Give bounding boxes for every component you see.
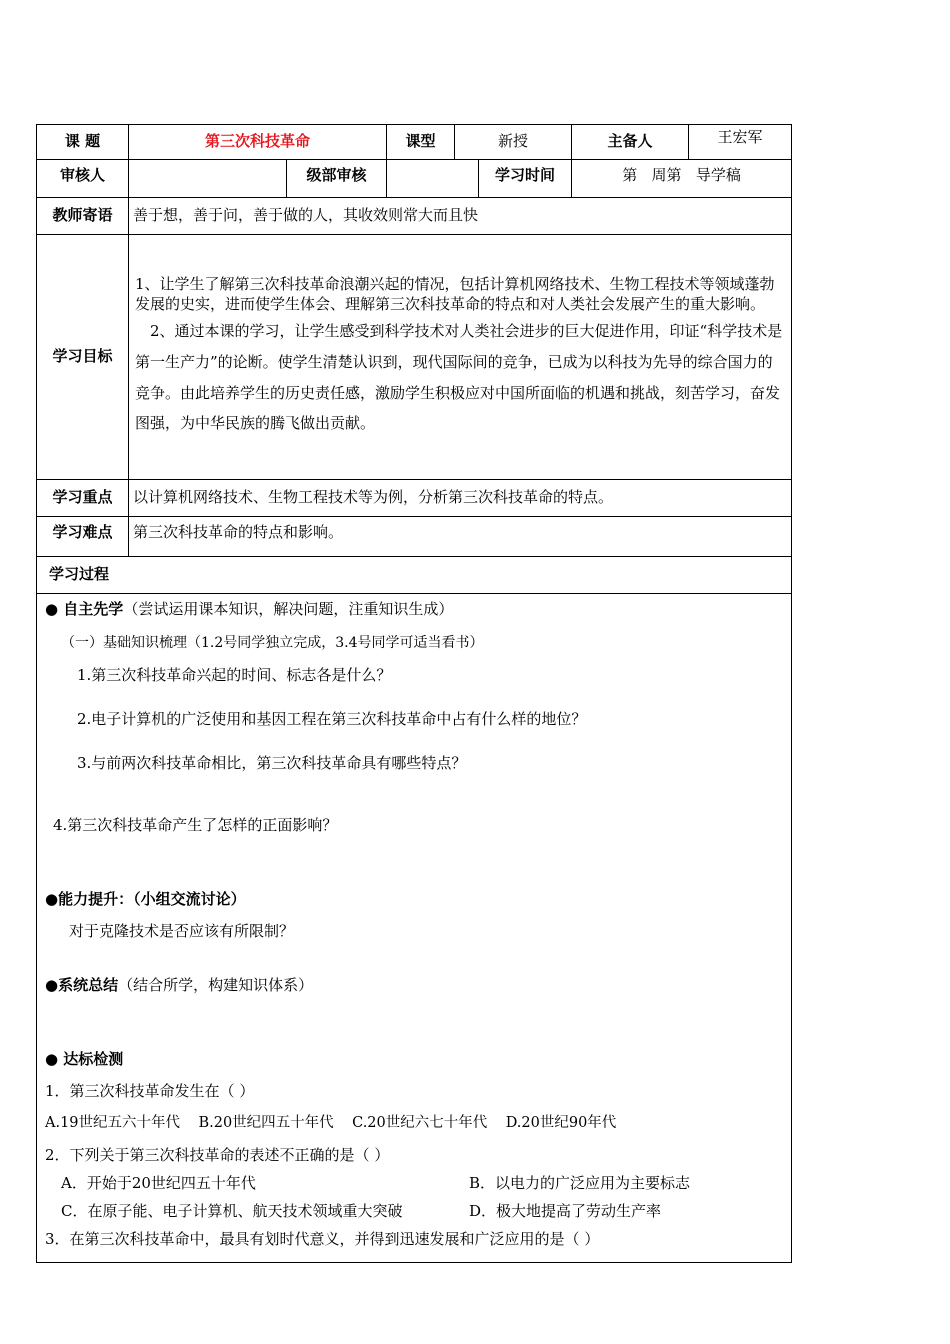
test-q2: 2．下列关于第三次科技革命的表述不正确的是（ ）	[45, 1146, 390, 1164]
test-q3: 3．在第三次科技革命中，最具有划时代意义，并得到迅速发展和广泛应用的是（ ）	[45, 1230, 600, 1248]
goals-label: 学习目标	[37, 235, 129, 480]
basic-knowledge-title: （一）基础知识梳理（1.2号同学独立完成，3.4号同学可适当看书）	[61, 635, 484, 651]
question-1: 1.第三次科技革命兴起的时间、标志各是什么？	[77, 666, 392, 684]
process-header-row	[37, 557, 792, 594]
teacher-words-label: 教师寄语	[37, 198, 129, 235]
key-point-row	[37, 480, 792, 517]
lesson-title: 第三次科技革命	[129, 125, 387, 160]
goal-2: 2、通过本课的学习，让学生感受到科学技术对人类社会进步的巨大促进作用，印证“科学技术是第一生产力”的论断。使学生清楚认识到，现代国际间的竞争，已成为以科技为先导的综合国力的竞争。由此培养学生的历史责任感，激励学生积极应对中国所面临的机遇和挑战，刻苦学习，奋发图强，为中华民族的腾飞做出贡献。	[135, 322, 783, 433]
difficulty-label: 学习难点	[37, 517, 129, 557]
question-2: 2.电子计算机的广泛使用和基因工程在第三次科技革命中占有什么样的地位？	[77, 710, 587, 728]
grade-review-label: 级部审核	[287, 160, 387, 198]
preparer-label: 主备人	[572, 125, 689, 160]
reviewer-label: 审核人	[37, 160, 129, 198]
process-content	[37, 594, 792, 1263]
test-q2-option-a: A．开始于20世纪四五十年代	[61, 1174, 256, 1192]
teacher-words-row	[37, 198, 792, 235]
summary-title: ●系统总结	[45, 976, 119, 994]
goals-row	[37, 235, 792, 480]
ability-title: ●能力提升：（小组交流讨论）	[45, 890, 246, 908]
worksheet-table	[36, 124, 792, 1263]
ability-question: 对于克隆技术是否应该有所限制？	[69, 922, 295, 940]
question-3: 3.与前两次科技革命相比，第三次科技革命具有哪些特点？	[77, 754, 467, 772]
process-row	[37, 594, 792, 1263]
grade-review-value	[387, 160, 479, 198]
difficulty-text: 第三次科技革命的特点和影响。	[129, 517, 792, 557]
test-q1: 1．第三次科技革命发生在（ ）	[45, 1082, 255, 1100]
reviewer-value	[129, 160, 287, 198]
test-q2-option-d: D．极大地提高了劳动生产率	[469, 1202, 662, 1220]
key-point-text: 以计算机网络技术、生物工程技术等为例，分析第三次科技革命的特点。	[129, 480, 792, 517]
key-point-label: 学习重点	[37, 480, 129, 517]
header-row-2	[37, 160, 792, 198]
question-4: 4.第三次科技革命产生了怎样的正面影响？	[53, 816, 338, 834]
lesson-type-value: 新授	[455, 125, 572, 160]
goals-content	[129, 235, 792, 480]
summary-note: （结合所学，构建知识体系）	[118, 976, 314, 994]
topic-label: 课 题	[37, 125, 129, 160]
test-q1-options: A.19世纪五六十年代 B.20世纪四五十年代 C.20世纪六七十年代 D.20世纪90年代	[45, 1115, 617, 1131]
self-study-note: （尝试运用课本知识，解决问题，注重知识生成）	[123, 600, 454, 618]
goal-1: 1、让学生了解第三次科技革命浪潮兴起的情况，包括计算机网络技术、生物工程技术等领域蓬勃发展的史实，进而使学生体会、理解第三次科技革命的特点和对人类社会发展产生的重大影响。	[135, 275, 775, 313]
difficulty-row	[37, 517, 792, 557]
test-q2-option-c: C．在原子能、电子计算机、航天技术领域重大突破	[61, 1202, 403, 1220]
process-label: 学习过程	[37, 557, 792, 594]
header-row-1	[37, 125, 792, 160]
summary-line	[45, 976, 313, 996]
study-time-label: 学习时间	[479, 160, 572, 198]
test-q2-option-b: B．以电力的广泛应用为主要标志	[469, 1174, 691, 1192]
preparer-value: 王宏军	[689, 125, 792, 160]
test-title: ● 达标检测	[45, 1050, 124, 1068]
lesson-type-label: 课型	[387, 125, 455, 160]
teacher-words-text: 善于想，善于问，善于做的人，其收效则常大而且快	[129, 198, 792, 235]
self-study-title: ● 自主先学	[45, 600, 124, 618]
self-study-line	[45, 600, 453, 620]
study-time-value: 第 周第 导学稿	[572, 160, 792, 198]
worksheet	[36, 124, 791, 1263]
